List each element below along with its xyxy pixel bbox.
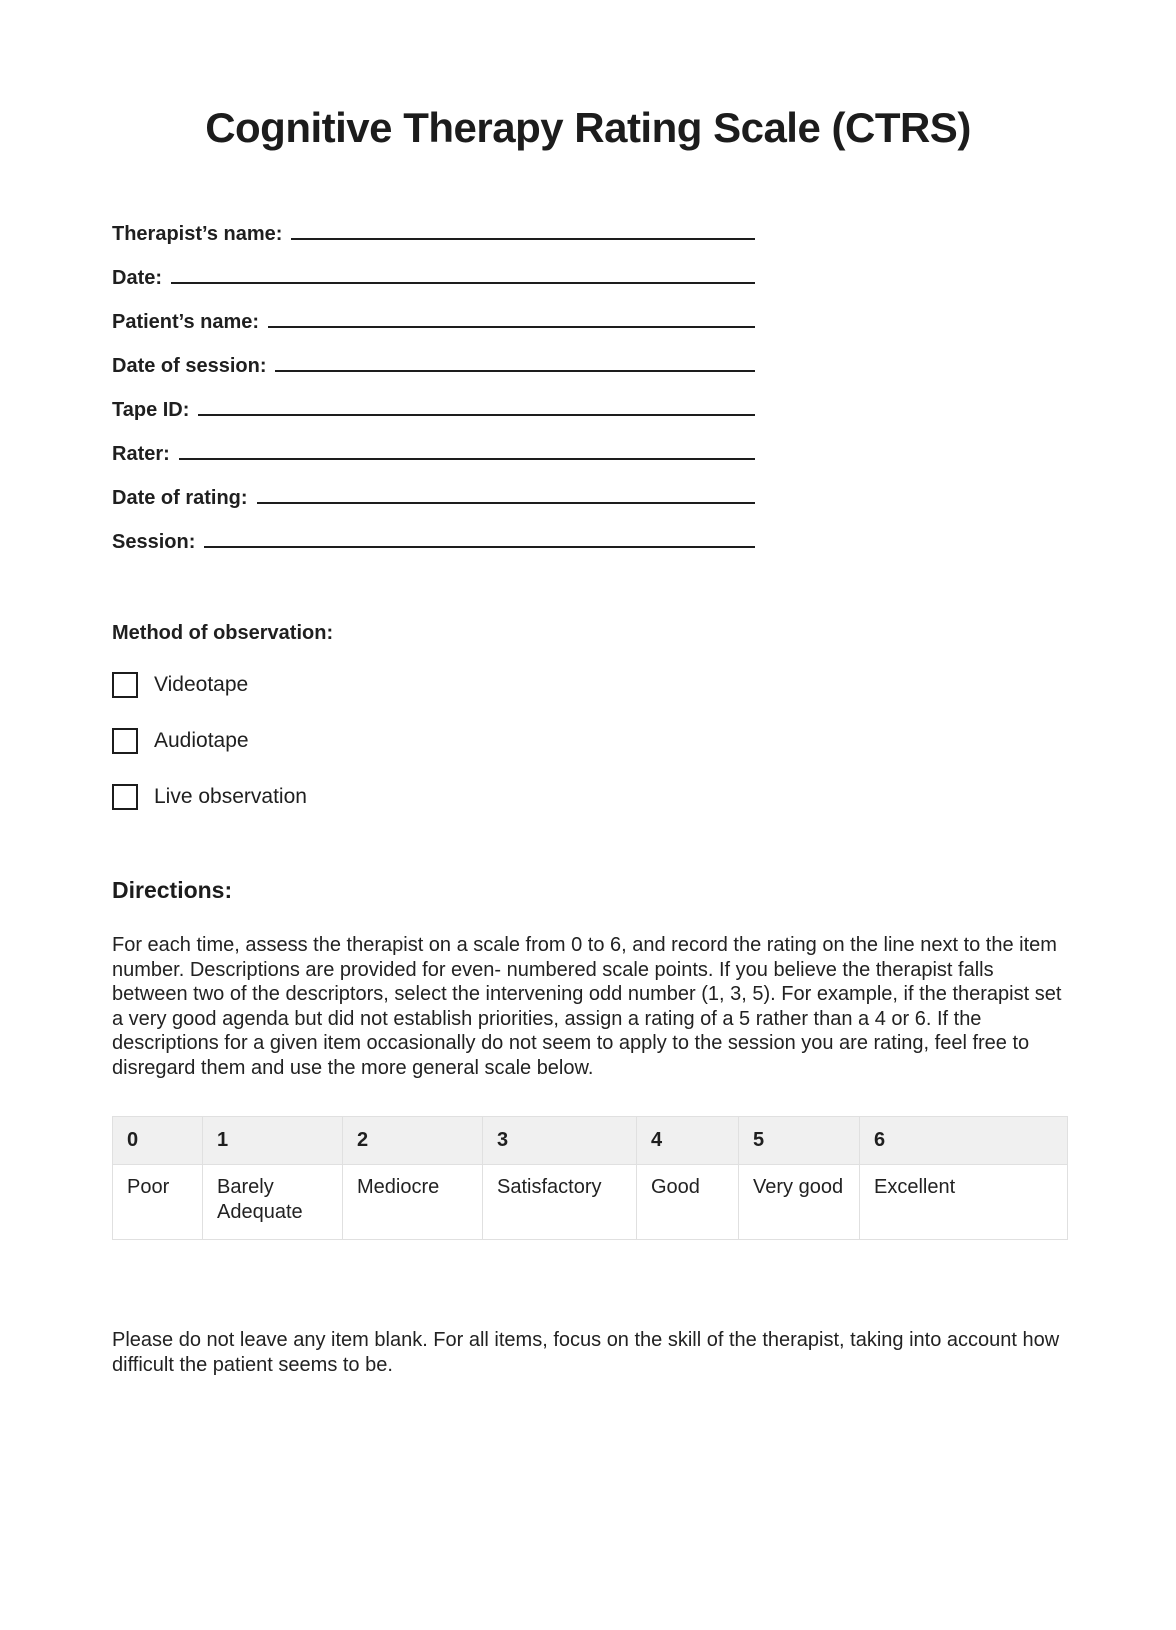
checkbox-label-live-observation: Live observation [154,785,307,808]
field-label-date: Date: [112,267,163,289]
checkbox-label-audiotape: Audiotape [154,729,249,752]
scale-header-cell-2: 2 [343,1117,483,1165]
field-label-tape-id: Tape ID: [112,399,190,421]
field-label-session: Session: [112,531,196,553]
scale-descriptor-cell-0: Poor [113,1165,203,1240]
directions-text: For each time, assess the therapist on a scale from 0 to 6, and record the rating on the line next to the item number. Descriptions are provided for even- numbered scale points. If you believe the therapist falls between two of the descriptors, select the intervening odd number (1, 3, 5). For example, if the therapist set a very good agenda but did not establish priorities, assign a rating of a 5 rather than a 4 or 6. If the descriptions for a given item occasionally do not seem to apply to the session you are rating, feel free to disregard them and use the more general scale below. [112,934,1062,1079]
checkbox-label-videotape: Videotape [154,673,249,696]
field-input-line-therapist-name[interactable] [291,222,755,240]
directions-heading: Directions: [112,877,233,903]
scale-header-cell-5: 5 [739,1117,860,1165]
field-row-tape-id [112,397,755,441]
form-fields [112,221,755,573]
option-row-live-observation [112,769,1067,825]
scale-descriptor-row [113,1165,1068,1240]
field-input-line-date[interactable] [171,266,755,284]
option-row-audiotape [112,713,1067,769]
footer-note: Please do not leave any item blank. For all items, focus on the skill of the therapist, taking into account how difficult the patient seems to be. [112,1329,1060,1376]
scale-descriptor-cell-2: Mediocre [343,1165,483,1240]
field-row-date [112,265,755,309]
field-row-date-of-session [112,353,755,397]
field-input-line-rater[interactable] [179,442,755,460]
rating-scale-table [112,1116,1068,1240]
scale-header-cell-6: 6 [860,1117,1068,1165]
scale-header-cell-4: 4 [637,1117,739,1165]
field-label-patient-name: Patient’s name: [112,311,260,333]
scale-descriptor-cell-1: Barely Adequate [203,1165,343,1240]
scale-descriptor-cell-6: Excellent [860,1165,1068,1240]
option-row-videotape [112,657,1067,713]
field-input-line-session[interactable] [204,530,755,548]
field-label-date-of-rating: Date of rating: [112,487,248,509]
field-row-rater [112,441,755,485]
field-row-patient-name [112,309,755,353]
scale-descriptor-cell-5: Very good [739,1165,860,1240]
checkbox-videotape[interactable] [112,672,138,698]
scale-header-row [113,1117,1068,1165]
field-input-line-tape-id[interactable] [198,398,755,416]
page-title: Cognitive Therapy Rating Scale (CTRS) [205,104,971,151]
scale-descriptor-cell-4: Good [637,1165,739,1240]
checkbox-audiotape[interactable] [112,728,138,754]
field-label-date-of-session: Date of session: [112,355,267,377]
checkbox-live-observation[interactable] [112,784,138,810]
scale-header-cell-3: 3 [483,1117,637,1165]
field-input-line-date-of-rating[interactable] [257,486,755,504]
field-input-line-date-of-session[interactable] [275,354,755,372]
scale-header-cell-1: 1 [203,1117,343,1165]
scale-header-cell-0: 0 [113,1117,203,1165]
field-row-session [112,529,755,573]
field-input-line-patient-name[interactable] [268,310,755,328]
method-of-observation-heading: Method of observation: [112,622,334,644]
scale-descriptor-cell-3: Satisfactory [483,1165,637,1240]
field-row-date-of-rating [112,485,755,529]
observation-options [112,657,1067,825]
field-row-therapist-name [112,221,755,265]
field-label-rater: Rater: [112,443,170,465]
field-label-therapist-name: Therapist’s name: [112,223,283,245]
